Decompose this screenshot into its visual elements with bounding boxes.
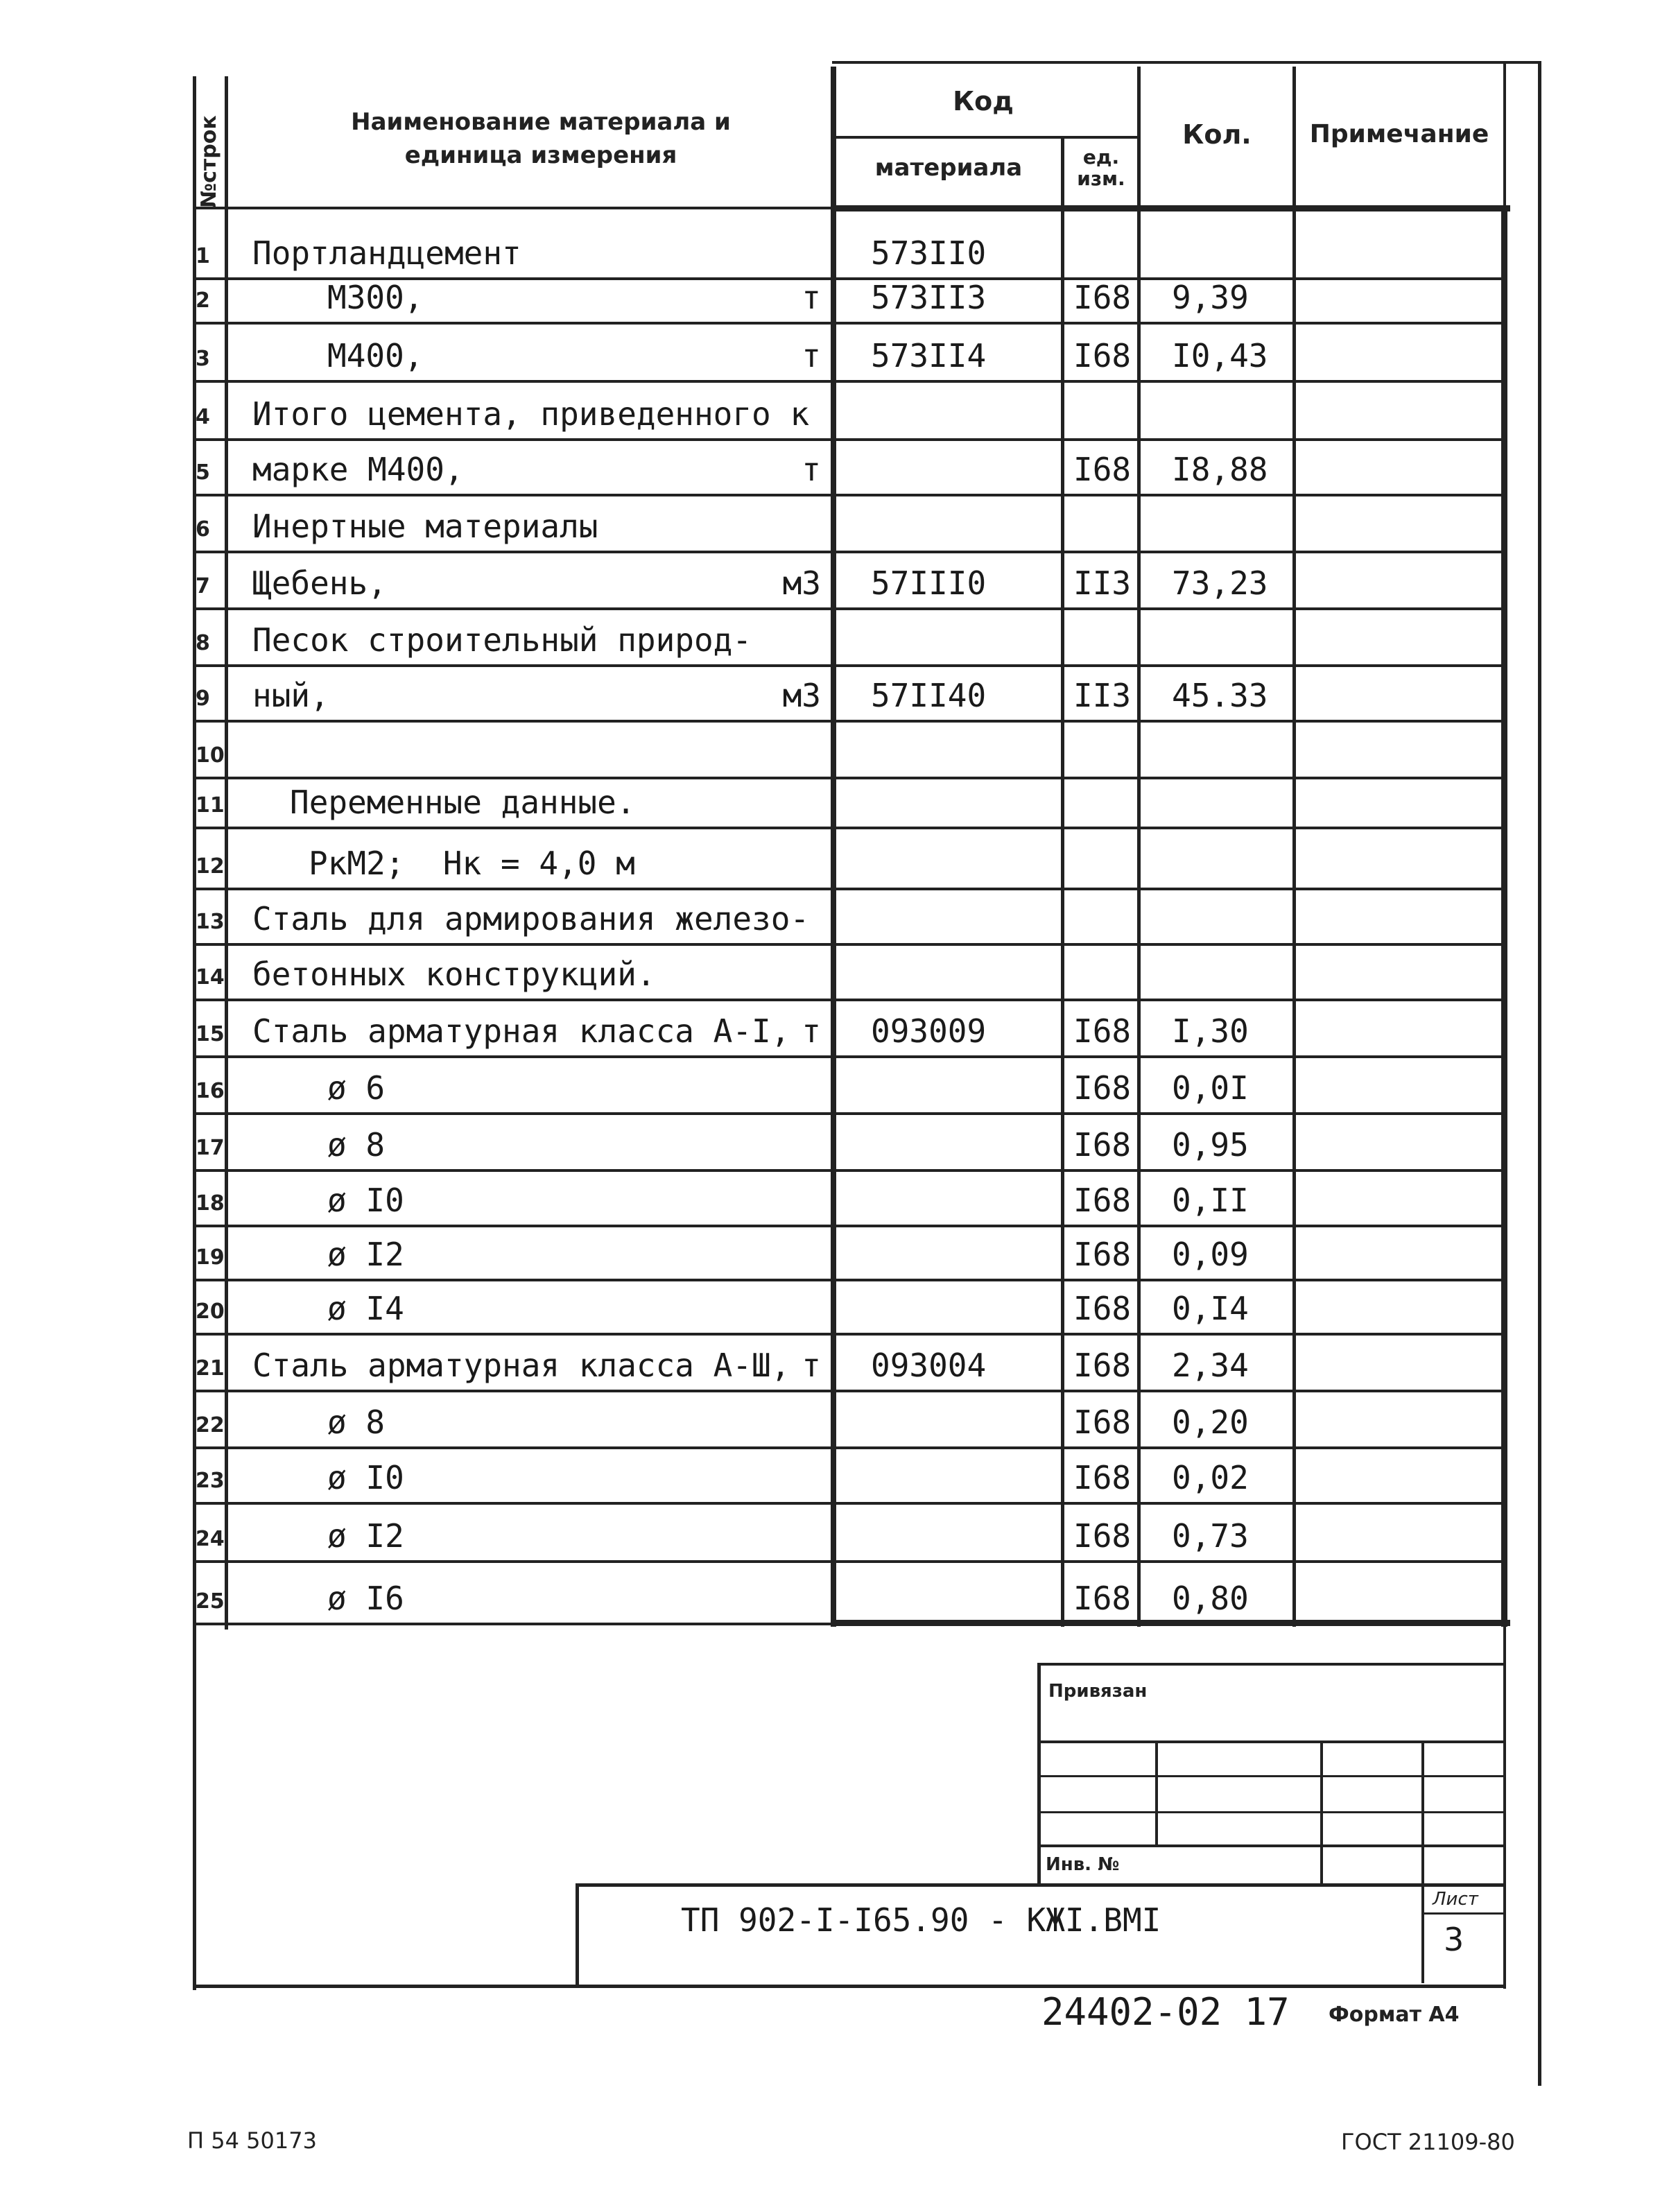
row-number: 2 (196, 288, 210, 313)
material-unit: т (802, 1012, 821, 1050)
row-number: 1 (196, 244, 210, 268)
material-name: ø I2 (327, 1517, 404, 1555)
quantity: I,30 (1172, 1012, 1249, 1050)
title-block-top-line (576, 1883, 1505, 1887)
quantity: 2,34 (1172, 1347, 1249, 1384)
frame-top-line (832, 61, 1539, 64)
unit-code: I68 (1073, 1126, 1132, 1164)
material-name: ø I0 (327, 1182, 404, 1219)
table-row-separator (193, 943, 1505, 946)
row-number: 19 (196, 1245, 225, 1270)
header-col-divider-qty (1137, 67, 1141, 1627)
table-row-separator (193, 1502, 1505, 1505)
header-quantity: Кол. (1182, 119, 1252, 150)
stamp-inventory-label: Инв. № (1046, 1854, 1120, 1875)
quantity: I8,88 (1172, 451, 1268, 488)
quantity: 45.33 (1172, 677, 1268, 714)
row-number: 24 (196, 1527, 225, 1551)
unit-code: I68 (1073, 1182, 1132, 1219)
row-number: 20 (196, 1299, 225, 1324)
material-name: М300, (327, 279, 424, 316)
material-unit: т (802, 451, 821, 488)
row-number: 17 (196, 1136, 225, 1160)
material-code: 573II0 (871, 234, 987, 272)
quantity: I0,43 (1172, 337, 1268, 374)
header-code: Код (953, 86, 1014, 116)
header-note: Примечание (1309, 120, 1489, 148)
row-number: 7 (196, 574, 210, 598)
header-name-line1: Наименование материала и (351, 108, 731, 136)
table-bottom-line-left (193, 1623, 831, 1625)
sheet-label: Лист (1433, 1889, 1478, 1910)
row-number: 8 (196, 631, 210, 655)
left-print-code: П 54 50173 (187, 2127, 317, 2154)
material-code: 573II4 (871, 337, 987, 374)
unit-code: I68 (1073, 1459, 1132, 1496)
material-name: ø I6 (327, 1580, 404, 1617)
stamp-line-2 (1037, 1775, 1506, 1777)
row-number: 25 (196, 1589, 225, 1614)
stamp-bound-label: Привязан (1048, 1681, 1148, 1702)
table-bottom-thick-line (831, 1620, 1510, 1626)
quantity: 9,39 (1172, 279, 1249, 316)
row-number: 16 (196, 1079, 225, 1103)
table-row-separator (193, 380, 1505, 383)
quantity: 0,I4 (1172, 1290, 1249, 1327)
header-row-number-label: №строк (197, 115, 221, 208)
format-label: Формат А4 (1329, 2003, 1460, 2027)
unit-code: I68 (1073, 1236, 1132, 1273)
table-row-separator (193, 888, 1505, 890)
material-unit: т (802, 279, 821, 316)
material-name: Инертные материалы (252, 508, 598, 545)
material-unit: т (802, 1347, 821, 1384)
stamp-line-4 (1037, 1844, 1506, 1847)
row-number: 21 (196, 1356, 225, 1381)
quantity: 73,23 (1172, 564, 1268, 602)
table-row-separator (193, 1225, 1505, 1227)
stamp-left-line (1037, 1663, 1041, 1885)
table-row-separator (193, 999, 1505, 1001)
table-row-separator (193, 1112, 1505, 1115)
material-name: Сталь арматурная класса А-I, (252, 1012, 790, 1050)
sheet-number: 3 (1444, 1921, 1464, 1958)
table-row-separator (193, 777, 1505, 779)
unit-code: II3 (1073, 677, 1132, 714)
stamp-divider-2 (1320, 1740, 1323, 1885)
quantity: 0,80 (1172, 1580, 1249, 1617)
table-row-separator (193, 1055, 1505, 1058)
unit-code: I68 (1073, 1012, 1132, 1050)
unit-code: I68 (1073, 1290, 1132, 1327)
row-number: 18 (196, 1191, 225, 1216)
material-name: ø I0 (327, 1459, 404, 1496)
material-name: ø 8 (327, 1403, 386, 1441)
title-block-bottom-line (193, 1985, 1506, 1988)
material-name: бетонных конструкций. (252, 956, 656, 993)
material-name: М400, (327, 337, 424, 374)
header-col-divider-code (831, 67, 836, 1627)
table-row-separator (193, 1446, 1505, 1449)
table-row-separator (193, 720, 1505, 723)
row-number: 23 (196, 1469, 225, 1493)
quantity: 0,02 (1172, 1459, 1249, 1496)
table-row-separator (193, 1279, 1505, 1281)
table-row-separator (193, 1169, 1505, 1172)
quantity: 0,09 (1172, 1236, 1249, 1273)
material-name: Сталь для армирования железо- (252, 900, 810, 937)
material-code: 57II40 (871, 677, 987, 714)
material-name: Итого цемента, приведенного к (252, 395, 810, 433)
unit-code: I68 (1073, 279, 1132, 316)
stamp-line-1 (1037, 1740, 1506, 1743)
table-row-separator (193, 1560, 1505, 1563)
unit-code: I68 (1073, 1069, 1132, 1107)
row-number: 5 (196, 460, 210, 485)
header-col-divider-num (225, 76, 228, 1630)
material-name: Сталь арматурная класса А-Ш, (252, 1347, 790, 1384)
header-bottom-line-left (193, 207, 831, 209)
material-name: ø 6 (327, 1069, 386, 1107)
header-col-divider-unit (1061, 136, 1064, 1627)
table-row-separator (193, 494, 1505, 496)
material-code: 093009 (871, 1012, 987, 1050)
stamp-divider-1 (1155, 1740, 1158, 1844)
quantity: 0,20 (1172, 1403, 1249, 1441)
quantity: 0,II (1172, 1182, 1249, 1219)
table-row-separator (193, 827, 1505, 829)
unit-code: I68 (1073, 1517, 1132, 1555)
material-name: Переменные данные. (290, 784, 636, 821)
unit-code: I68 (1073, 451, 1132, 488)
material-name: РкМ2; Нк = 4,0 м (309, 845, 635, 882)
row-number: 12 (196, 854, 225, 879)
table-row-separator (193, 551, 1505, 553)
gost-label: ГОСТ 21109-80 (1341, 2129, 1515, 2155)
material-unit: м3 (782, 677, 821, 714)
material-name: Щебень, (252, 564, 387, 602)
header-name-line2: единица измерения (404, 141, 677, 169)
quantity: 0,95 (1172, 1126, 1249, 1164)
row-number: 6 (196, 517, 210, 542)
unit-code: I68 (1073, 337, 1132, 374)
material-name: ø 8 (327, 1126, 386, 1164)
row-number: 3 (196, 347, 210, 371)
row-number: 10 (196, 743, 225, 768)
stamp-top-line (1037, 1663, 1506, 1666)
material-name: ный, (252, 677, 329, 714)
quantity: 0,73 (1172, 1517, 1249, 1555)
archive-number: 24402-02 17 (1041, 1990, 1290, 2034)
sheet-label-line (1421, 1912, 1505, 1915)
row-number: 14 (196, 965, 225, 990)
table-row-separator (193, 1333, 1505, 1336)
document-code: ТП 902-I-I65.90 - КЖI.ВМI (681, 1901, 1161, 1939)
row-number: 22 (196, 1413, 225, 1437)
material-name: Песок строительный природ- (252, 621, 752, 659)
material-code: 573II3 (871, 279, 987, 316)
table-top-thick-line (831, 205, 1510, 211)
stamp-line-3 (1037, 1811, 1506, 1813)
material-code: 57III0 (871, 564, 987, 602)
material-name: Портландцемент (252, 234, 521, 272)
row-number: 11 (196, 793, 225, 818)
header-col-divider-note (1292, 67, 1296, 1627)
unit-code: I68 (1073, 1403, 1132, 1441)
quantity: 0,0I (1172, 1069, 1249, 1107)
material-name: марке М400, (252, 451, 464, 488)
row-number: 15 (196, 1022, 225, 1046)
header-code-material: материала (874, 154, 1023, 182)
material-name: ø I4 (327, 1290, 404, 1327)
material-code: 093004 (871, 1347, 987, 1384)
unit-code: I68 (1073, 1347, 1132, 1384)
material-name: ø I2 (327, 1236, 404, 1273)
table-row-separator (193, 322, 1505, 325)
material-unit: м3 (782, 564, 821, 602)
header-code-unit: ед. изм. (1077, 146, 1125, 190)
row-number: 9 (196, 686, 210, 711)
table-row-separator (193, 607, 1505, 610)
table-row-separator (193, 438, 1505, 441)
unit-code: II3 (1073, 564, 1132, 602)
row-number: 13 (196, 910, 225, 934)
table-right-thick-line (1501, 205, 1507, 1627)
header-code-split-line (832, 136, 1137, 139)
unit-code: I68 (1073, 1580, 1132, 1617)
stamp-divider-3 (1421, 1740, 1424, 1983)
table-row-separator (193, 1390, 1505, 1392)
title-block-left-line (576, 1883, 579, 1987)
table-row-separator (193, 664, 1505, 667)
material-unit: т (802, 337, 821, 374)
row-number: 4 (196, 405, 210, 429)
frame-right-line (1538, 61, 1541, 2086)
